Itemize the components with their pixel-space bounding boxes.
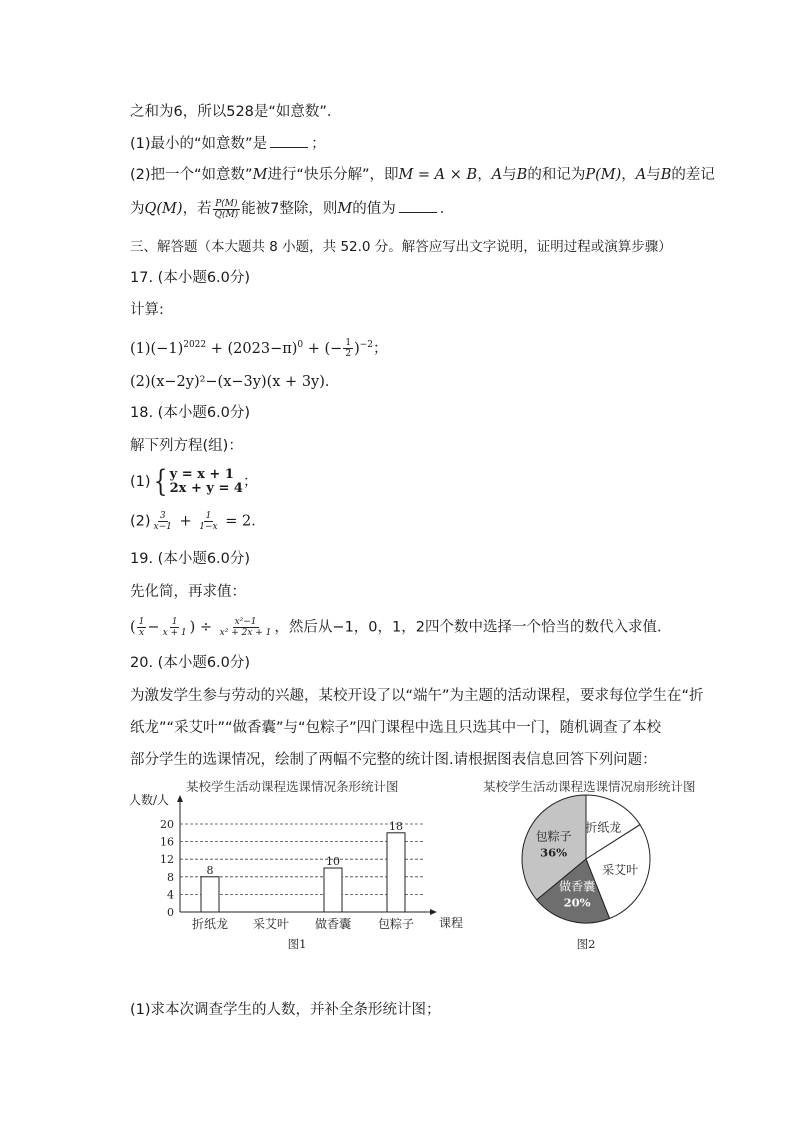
fraction: $\frac{3}{x-1}$ — [153, 511, 172, 532]
pie-chart-title: 某校学生活动课程选课情况扇形统计图 — [483, 779, 696, 794]
problem-19-header: 19. (本小题6.0分) — [130, 551, 251, 567]
bar-chart-ylabel: 人数/人 — [129, 793, 170, 807]
pie-slice-percent: 36% — [540, 845, 568, 860]
problem-17-header: 17. (本小题6.0分) — [130, 270, 251, 286]
fraction: $\frac{P(M)}{Q(M)}$ — [214, 198, 239, 220]
continuation-line: 之和为6，所以528是“如意数”． — [130, 104, 342, 120]
equation-system: { y = x + 1 2x + y = 4 — [153, 464, 243, 499]
bar-value-label: 10 — [326, 855, 340, 868]
x-tick-label: 折纸龙 — [191, 917, 229, 931]
fraction: $\frac{1}{x}$ — [138, 617, 145, 638]
question-16-part-1: (1)最小的“如意数”是 ； — [130, 133, 326, 154]
problem-19-expression: ( $\frac{1}{x}$ − $\frac{1}{x + 1}$ ) ÷ $\frac{\text{x²−1}}{\text{x² + 2x + 1}}$ ，然后从−1，0，1，2四个数中选择一个恰当的数代入求值． — [130, 617, 672, 638]
pie-slice-label: 包粽子 — [535, 829, 572, 844]
pie-slice-label: 折纸龙 — [585, 820, 622, 835]
x-tick-label: 做香囊 — [314, 917, 352, 931]
question-16-part-2: (2)把一个“如意数”M进行“快乐分解”，即M = A × B，A与B的和记为P(M)，A与B的差记 — [130, 167, 715, 183]
bar-value-label: 18 — [389, 819, 403, 833]
y-tick-label: 4 — [167, 888, 174, 902]
problem-20-line-2: 纸龙”“采艾叶”“做香囊”与“包粽子”四门课程中选且只选其中一门，随机调查了本校 — [130, 720, 662, 736]
fraction: $\frac{1}{1-x}$ — [199, 511, 218, 532]
problem-18-header: 18. (本小题6.0分) — [130, 405, 251, 421]
pie-slice-label: 做香囊 — [559, 879, 596, 894]
pie-slice-label: 采艾叶 — [602, 863, 639, 878]
problem-17-part-1: $(1)(-1)^{2022} + (2023-\pi)^0$ + (− $\frac{1}{2}$ )$^{-2}$； — [130, 338, 388, 360]
problem-18-part-2: (2) $\frac{3}{x-1}$ + $\frac{1}{1-x}$ = 2． — [130, 511, 266, 532]
section-3-heading: 三、解答题（本大题共 8 小题，共 52.0 分。解答应写出文字说明，证明过程或演算步骤） — [130, 239, 672, 255]
bar-chart — [125, 785, 470, 955]
x-tick-label: 包粽子 — [377, 917, 415, 931]
problem-19-task: 先化简，再求值： — [130, 584, 246, 600]
pie-slice-percent: 20% — [563, 895, 591, 910]
bar-chart-caption: 图1 — [287, 937, 307, 951]
y-tick-label: 12 — [160, 853, 174, 867]
y-tick-label: 16 — [160, 835, 174, 849]
bar — [324, 868, 342, 912]
y-tick-label: 8 — [167, 870, 174, 884]
bar — [201, 877, 219, 912]
fraction: $\frac{1}{x + 1}$ — [162, 617, 187, 638]
problem-20-line-1: 为激发学生参与劳动的兴趣，某校开设了以“端午”为主题的活动课程，要求每位学生在“折 — [130, 688, 704, 704]
bar — [387, 833, 405, 912]
fraction: $\frac{1}{2}$ — [345, 338, 352, 360]
pie-chart-caption: 图2 — [576, 937, 596, 951]
y-tick-label: 0 — [167, 906, 174, 919]
problem-18-task: 解下列方程(组)： — [130, 438, 243, 454]
question-16-part-2-cont: 为Q(M)，若 $\frac{P(M)}{Q(M)}$ 能被7整除，则M的值为 ． — [130, 198, 455, 220]
bar-chart-title: 某校学生活动课程选课情况条形统计图 — [186, 779, 399, 794]
bar-chart-xlabel: 课程 — [439, 916, 464, 930]
answer-blank[interactable] — [270, 133, 308, 148]
fraction: $\frac{\text{x²−1}}{\text{x² + 2x + 1}}$ — [219, 617, 272, 638]
x-tick-label: 采艾叶 — [252, 917, 290, 931]
problem-17-task: 计算: — [130, 302, 164, 318]
problem-20-header: 20. (本小题6.0分) — [130, 655, 251, 671]
problem-20-line-3: 部分学生的选课情况，绘制了两幅不完整的统计图.请根据图表信息回答下列问题： — [130, 752, 657, 768]
problem-18-part-1: (1) { y = x + 1 2x + y = 4 ； — [130, 464, 258, 499]
bar-value-label: 8 — [206, 863, 214, 877]
y-tick-label: 20 — [160, 818, 174, 831]
pie-chart — [500, 785, 680, 955]
problem-17-part-2: (2)(x−2y)²−(x−3y)(x + 3y)． — [130, 374, 340, 390]
problem-20-question-1: (1)求本次调查学生的人数，并补全条形统计图； — [130, 1002, 441, 1018]
answer-blank[interactable] — [399, 198, 437, 213]
